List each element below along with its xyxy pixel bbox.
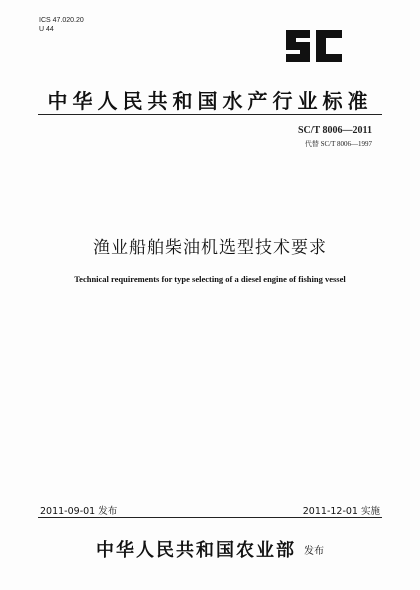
classification-codes: [39, 16, 84, 34]
implement-date: 2011-12-01 实施: [302, 506, 380, 517]
standard-number-block: [298, 124, 372, 149]
replaces-standard: 代替 SC/T 8006—1997: [304, 140, 372, 148]
publisher-line: [0, 536, 420, 562]
sc-logo-mark: [282, 26, 346, 66]
ics-code: ICS 47.020.20: [39, 17, 84, 24]
publisher-org: 中华人民共和国农业部: [96, 540, 296, 561]
standard-number: SC/T 8006—2011: [298, 125, 372, 136]
footer-divider: [38, 517, 382, 518]
document-title-chinese: 渔业船舶柴油机选型技术要求: [93, 238, 327, 258]
document-title-english: Technical requirements for type selecting of a diesel engine of fishing vessel: [74, 274, 346, 284]
header-divider: [38, 114, 382, 115]
class-code: U 44: [39, 26, 54, 33]
publisher-suffix: 发布: [304, 546, 324, 557]
sc-logo: [282, 26, 346, 66]
publish-date: 2011-09-01 发布: [40, 506, 118, 517]
industry-standard-title: 中华人民共和国水产行业标准: [47, 89, 373, 113]
